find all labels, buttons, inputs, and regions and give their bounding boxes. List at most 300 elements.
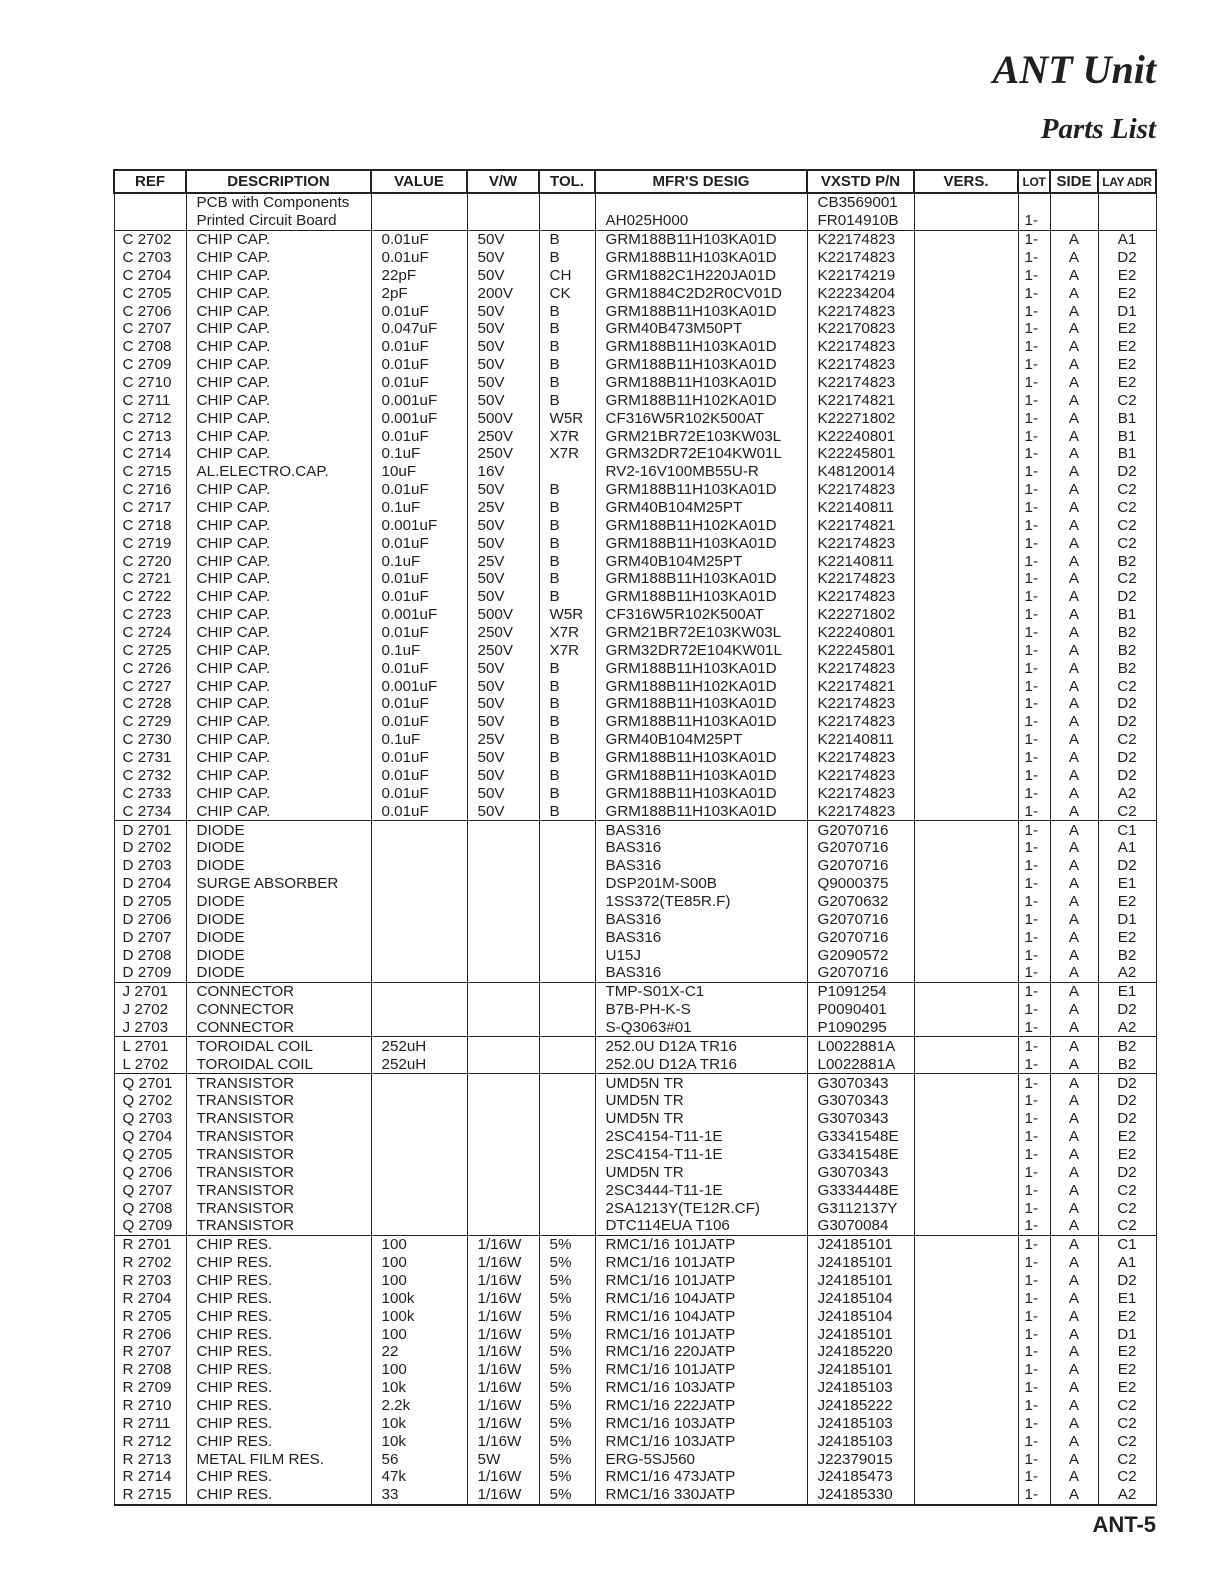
cell-value [371,1074,467,1092]
cell-vers [914,749,1018,767]
cell-tol: W5R [539,606,595,624]
cell-mfrs-desig: GRM1882C1H220JA01D [595,266,807,284]
cell-description: TRANSISTOR [186,1217,371,1235]
cell-tol: B [539,516,595,534]
cell-vxstd-pn: G2070716 [807,910,914,928]
cell-description: CHIP CAP. [186,713,371,731]
table-row [114,641,1156,659]
cell-value [371,1146,467,1164]
cell-vxstd-pn: J24185101 [807,1361,914,1379]
cell-vxstd-pn: G2070632 [807,893,914,911]
cell-value: 0.01uF [371,356,467,374]
cell-lot: 1- [1018,1019,1050,1037]
cell-vw: 50V [467,230,539,248]
cell-lot: 1- [1018,356,1050,374]
cell-ref: C 2727 [114,677,186,695]
cell-description: DIODE [186,910,371,928]
cell-lay-adr [1098,193,1156,212]
table-row [114,1325,1156,1343]
cell-value: 100 [371,1235,467,1253]
cell-mfrs-desig: GRM188B11H102KA01D [595,677,807,695]
cell-vers [914,659,1018,677]
cell-lot: 1- [1018,284,1050,302]
cell-lay-adr: C2 [1098,802,1156,820]
cell-mfrs-desig: BAS316 [595,821,807,839]
cell-vw [467,1037,539,1055]
cell-side: A [1050,588,1098,606]
cell-vw [467,839,539,857]
cell-value [371,821,467,839]
cell-tol [539,1055,595,1073]
cell-side: A [1050,749,1098,767]
cell-mfrs-desig: GRM188B11H102KA01D [595,516,807,534]
cell-mfrs-desig: TMP-S01X-C1 [595,982,807,1000]
cell-vw: 1/16W [467,1486,539,1505]
cell-value: 10k [371,1432,467,1450]
cell-ref: R 2714 [114,1468,186,1486]
cell-lay-adr: B1 [1098,427,1156,445]
cell-vxstd-pn: G3112137Y [807,1199,914,1217]
table-row [114,857,1156,875]
cell-lay-adr [1098,212,1156,230]
cell-vers [914,445,1018,463]
cell-vw: 1/16W [467,1343,539,1361]
table-row [114,193,1156,212]
cell-lot: 1- [1018,1397,1050,1415]
cell-ref: R 2707 [114,1343,186,1361]
cell-description: CHIP CAP. [186,374,371,392]
cell-mfrs-desig: UMD5N TR [595,1074,807,1092]
cell-vxstd-pn: K22174821 [807,391,914,409]
cell-lot [1018,193,1050,212]
cell-vers [914,624,1018,642]
cell-mfrs-desig: RMC1/16 103JATP [595,1432,807,1450]
cell-lot: 1- [1018,677,1050,695]
cell-value: 0.01uF [371,427,467,445]
cell-lay-adr: C2 [1098,1397,1156,1415]
cell-vers [914,784,1018,802]
cell-vw: 25V [467,499,539,517]
table-row [114,427,1156,445]
cell-lay-adr: C2 [1098,1414,1156,1432]
cell-tol: B [539,230,595,248]
cell-lay-adr: B1 [1098,606,1156,624]
cell-vxstd-pn: K22174823 [807,659,914,677]
cell-vxstd-pn: J24185103 [807,1379,914,1397]
cell-mfrs-desig: RMC1/16 101JATP [595,1272,807,1290]
cell-lot: 1- [1018,1110,1050,1128]
cell-side: A [1050,1307,1098,1325]
cell-ref: Q 2704 [114,1128,186,1146]
cell-lot: 1- [1018,1432,1050,1450]
cell-value: 0.01uF [371,767,467,785]
cell-lay-adr: D2 [1098,1272,1156,1290]
cell-vers [914,570,1018,588]
cell-mfrs-desig: RMC1/16 101JATP [595,1325,807,1343]
cell-tol [539,857,595,875]
cell-side: A [1050,641,1098,659]
cell-lay-adr: B2 [1098,552,1156,570]
cell-description: CHIP RES. [186,1272,371,1290]
cell-value: 100k [371,1289,467,1307]
table-row [114,320,1156,338]
cell-vers [914,1199,1018,1217]
table-row [114,1361,1156,1379]
cell-value [371,893,467,911]
col-header-vxstd-pn: VXSTD P/N [807,170,914,193]
cell-vxstd-pn: K22240801 [807,624,914,642]
cell-description: CHIP CAP. [186,338,371,356]
col-header-lay-adr: LAY ADR [1098,170,1156,193]
cell-ref: Q 2705 [114,1146,186,1164]
cell-vw: 50V [467,374,539,392]
cell-side: A [1050,1272,1098,1290]
cell-vers [914,1055,1018,1073]
cell-side: A [1050,857,1098,875]
cell-vers [914,802,1018,820]
cell-tol: B [539,570,595,588]
cell-mfrs-desig: 2SC3444-T11-1E [595,1181,807,1199]
cell-vw: 1/16W [467,1289,539,1307]
cell-lot: 1- [1018,1074,1050,1092]
cell-value [371,1181,467,1199]
cell-mfrs-desig [595,193,807,212]
cell-lay-adr: A1 [1098,839,1156,857]
table-row [114,910,1156,928]
cell-ref: C 2719 [114,534,186,552]
table-row [114,1146,1156,1164]
cell-vxstd-pn: J22379015 [807,1450,914,1468]
cell-vw [467,964,539,982]
cell-mfrs-desig: GRM188B11H103KA01D [595,749,807,767]
cell-tol: B [539,784,595,802]
table-row [114,445,1156,463]
cell-vxstd-pn: J24185330 [807,1486,914,1505]
cell-ref: C 2726 [114,659,186,677]
cell-mfrs-desig: 252.0U D12A TR16 [595,1037,807,1055]
cell-side: A [1050,249,1098,267]
cell-mfrs-desig: RMC1/16 330JATP [595,1486,807,1505]
col-header-value: VALUE [371,170,467,193]
cell-description: CHIP CAP. [186,284,371,302]
cell-vers [914,338,1018,356]
cell-tol: B [539,731,595,749]
table-row [114,1254,1156,1272]
cell-lay-adr: E2 [1098,1146,1156,1164]
cell-ref: Q 2703 [114,1110,186,1128]
cell-vers [914,910,1018,928]
cell-value: 0.1uF [371,445,467,463]
cell-description: TRANSISTOR [186,1199,371,1217]
cell-tol: 5% [539,1486,595,1505]
cell-side: A [1050,516,1098,534]
cell-lay-adr: D2 [1098,588,1156,606]
cell-lot: 1- [1018,409,1050,427]
cell-mfrs-desig: DSP201M-S00B [595,875,807,893]
cell-vers [914,946,1018,964]
page-title: ANT Unit [992,47,1156,92]
table-row [114,534,1156,552]
cell-side: A [1050,427,1098,445]
cell-vxstd-pn: J24185104 [807,1307,914,1325]
cell-lay-adr: B1 [1098,445,1156,463]
col-header-vers: VERS. [914,170,1018,193]
col-header-ref: REF [114,170,186,193]
cell-vers [914,249,1018,267]
cell-value: 33 [371,1486,467,1505]
cell-side: A [1050,1289,1098,1307]
cell-value [371,857,467,875]
cell-lay-adr: E2 [1098,1379,1156,1397]
cell-side: A [1050,1019,1098,1037]
cell-lot: 1- [1018,1325,1050,1343]
cell-ref: C 2707 [114,320,186,338]
cell-value: 0.01uF [371,481,467,499]
cell-ref: R 2702 [114,1254,186,1272]
table-row [114,1379,1156,1397]
cell-side: A [1050,893,1098,911]
cell-mfrs-desig: UMD5N TR [595,1110,807,1128]
cell-vers [914,767,1018,785]
cell-vxstd-pn: J24185101 [807,1254,914,1272]
cell-vxstd-pn: G3070343 [807,1163,914,1181]
cell-ref: D 2703 [114,857,186,875]
cell-ref: R 2710 [114,1397,186,1415]
cell-ref: J 2702 [114,1001,186,1019]
cell-side [1050,193,1098,212]
cell-mfrs-desig: ERG-5SJ560 [595,1450,807,1468]
cell-lay-adr: C1 [1098,1235,1156,1253]
cell-mfrs-desig: GRM188B11H102KA01D [595,391,807,409]
cell-vw: 500V [467,606,539,624]
cell-ref: R 2712 [114,1432,186,1450]
cell-lay-adr: D2 [1098,695,1156,713]
cell-description: PCB with Components [186,193,371,212]
cell-mfrs-desig: GRM188B11H103KA01D [595,230,807,248]
cell-vxstd-pn: G3341548E [807,1128,914,1146]
cell-tol [539,1037,595,1055]
cell-tol [539,821,595,839]
cell-vw: 50V [467,338,539,356]
cell-tol: B [539,749,595,767]
cell-value: 0.01uF [371,302,467,320]
cell-ref: C 2717 [114,499,186,517]
table-row [114,302,1156,320]
cell-tol: W5R [539,409,595,427]
table-row [114,982,1156,1000]
table-row [114,928,1156,946]
cell-side: A [1050,1128,1098,1146]
cell-lot: 1- [1018,445,1050,463]
table-row [114,875,1156,893]
cell-vw: 50V [467,677,539,695]
cell-ref: C 2706 [114,302,186,320]
cell-description: CHIP CAP. [186,391,371,409]
cell-mfrs-desig: GRM40B473M50PT [595,320,807,338]
cell-vxstd-pn: G2070716 [807,964,914,982]
cell-value [371,1019,467,1037]
table-row [114,1128,1156,1146]
table-row [114,1272,1156,1290]
table-row [114,552,1156,570]
cell-tol: X7R [539,641,595,659]
cell-side: A [1050,784,1098,802]
table-row [114,821,1156,839]
cell-lay-adr: D2 [1098,1074,1156,1092]
cell-description: CHIP CAP. [186,409,371,427]
cell-description: CONNECTOR [186,1001,371,1019]
cell-vw: 1/16W [467,1379,539,1397]
cell-side: A [1050,1181,1098,1199]
cell-tol: 5% [539,1450,595,1468]
cell-vw: 50V [467,749,539,767]
cell-tol [539,1001,595,1019]
cell-lay-adr: D2 [1098,767,1156,785]
cell-mfrs-desig: GRM188B11H103KA01D [595,767,807,785]
cell-description: DIODE [186,946,371,964]
cell-vxstd-pn: K22174823 [807,588,914,606]
cell-lot: 1- [1018,659,1050,677]
col-header-tol: TOL. [539,170,595,193]
table-row [114,839,1156,857]
cell-tol: B [539,302,595,320]
cell-ref: C 2708 [114,338,186,356]
cell-vxstd-pn: J24185103 [807,1414,914,1432]
cell-mfrs-desig: U15J [595,946,807,964]
cell-tol [539,1092,595,1110]
cell-vxstd-pn: J24185101 [807,1325,914,1343]
cell-tol [539,982,595,1000]
cell-value [371,946,467,964]
table-row [114,749,1156,767]
cell-lot: 1- [1018,606,1050,624]
cell-tol: B [539,588,595,606]
cell-mfrs-desig: UMD5N TR [595,1092,807,1110]
cell-vxstd-pn: J24185104 [807,1289,914,1307]
cell-description: CHIP CAP. [186,767,371,785]
cell-ref: D 2709 [114,964,186,982]
cell-tol: 5% [539,1414,595,1432]
cell-mfrs-desig: GRM188B11H103KA01D [595,249,807,267]
cell-vers [914,212,1018,230]
cell-ref: R 2708 [114,1361,186,1379]
cell-vw: 1/16W [467,1361,539,1379]
cell-lot: 1- [1018,230,1050,248]
cell-description: CONNECTOR [186,982,371,1000]
cell-side: A [1050,659,1098,677]
cell-vxstd-pn: K22234204 [807,284,914,302]
cell-value: 0.001uF [371,606,467,624]
cell-vw: 1/16W [467,1397,539,1415]
cell-ref: L 2701 [114,1037,186,1055]
cell-vers [914,481,1018,499]
table-row [114,1289,1156,1307]
cell-tol: B [539,374,595,392]
cell-vw [467,1128,539,1146]
cell-vers [914,1343,1018,1361]
cell-vxstd-pn: K22271802 [807,606,914,624]
cell-description: CHIP CAP. [186,606,371,624]
cell-vw: 50V [467,249,539,267]
cell-lay-adr: D2 [1098,463,1156,481]
cell-vw: 25V [467,552,539,570]
cell-vw [467,821,539,839]
cell-lay-adr: D2 [1098,249,1156,267]
cell-value [371,875,467,893]
cell-value: 0.001uF [371,677,467,695]
cell-vers [914,409,1018,427]
cell-side: A [1050,964,1098,982]
cell-description: TRANSISTOR [186,1074,371,1092]
table-row [114,1163,1156,1181]
col-header-mfrs-desig: MFR'S DESIG [595,170,807,193]
table-row [114,659,1156,677]
cell-tol: X7R [539,445,595,463]
cell-vers [914,1361,1018,1379]
cell-vxstd-pn: K22140811 [807,499,914,517]
cell-value: 2.2k [371,1397,467,1415]
cell-description: CHIP CAP. [186,230,371,248]
cell-description: CHIP CAP. [186,516,371,534]
cell-lot: 1- [1018,1092,1050,1110]
cell-description: TRANSISTOR [186,1181,371,1199]
cell-vw: 50V [467,516,539,534]
cell-description: CHIP CAP. [186,534,371,552]
table-row [114,1450,1156,1468]
cell-tol [539,964,595,982]
cell-lay-adr: C2 [1098,731,1156,749]
cell-lot: 1- [1018,499,1050,517]
cell-description: CHIP CAP. [186,659,371,677]
cell-ref: C 2721 [114,570,186,588]
cell-ref: D 2706 [114,910,186,928]
cell-mfrs-desig: GRM188B11H103KA01D [595,588,807,606]
cell-ref: D 2704 [114,875,186,893]
cell-vw [467,212,539,230]
cell-value [371,1110,467,1128]
cell-ref: C 2725 [114,641,186,659]
cell-vw: 250V [467,624,539,642]
cell-value [371,1163,467,1181]
cell-vw [467,1199,539,1217]
table-row [114,767,1156,785]
cell-tol [539,928,595,946]
cell-vw [467,1217,539,1235]
cell-side: A [1050,1254,1098,1272]
cell-ref: C 2705 [114,284,186,302]
table-row [114,1199,1156,1217]
cell-side: A [1050,1432,1098,1450]
cell-lay-adr: D1 [1098,910,1156,928]
cell-vers [914,516,1018,534]
cell-vers [914,284,1018,302]
cell-lot: 1- [1018,641,1050,659]
cell-side: A [1050,1146,1098,1164]
cell-value [371,982,467,1000]
cell-description: TRANSISTOR [186,1128,371,1146]
cell-description: CHIP RES. [186,1379,371,1397]
cell-description: CHIP RES. [186,1432,371,1450]
cell-lay-adr: E2 [1098,928,1156,946]
table-row [114,606,1156,624]
table-row [114,677,1156,695]
cell-vers [914,1037,1018,1055]
table-row [114,1181,1156,1199]
cell-ref: C 2710 [114,374,186,392]
cell-ref: C 2716 [114,481,186,499]
cell-side: A [1050,1397,1098,1415]
table-row [114,713,1156,731]
